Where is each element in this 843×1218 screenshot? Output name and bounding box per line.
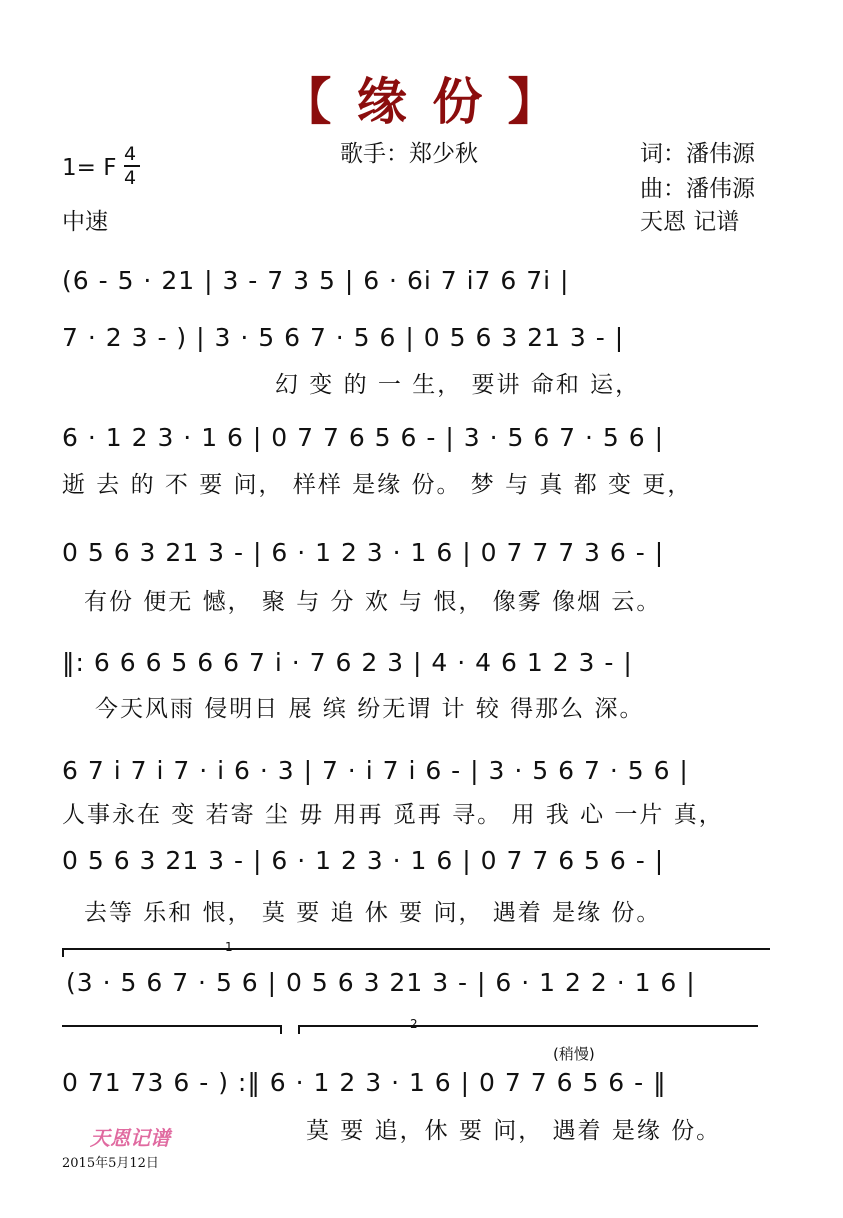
lyric-line: 有份 便无 憾， 聚 与 分 欢 与 恨， 像雾 像烟 云。	[84, 589, 662, 615]
volta-bracket-2	[298, 1025, 758, 1027]
composer-credit: 曲：潘伟源	[640, 176, 755, 202]
volta-bracket-1	[62, 948, 770, 950]
notation-line: (3 · 5 6 7 · 5 6 | 0 5 6 3 21 3 - | 6 · 1 2 2 · 1 6 |	[66, 968, 696, 997]
transcriber-stamp: 天恩记谱	[90, 1126, 170, 1150]
notation-line: 0 5 6 3 21 3 - | 6 · 1 2 3 · 1 6 | 0 7 7 6 5 6 - |	[62, 846, 665, 875]
volta-tick	[298, 1025, 300, 1034]
time-signature-bottom: 4	[124, 167, 137, 189]
transcriber-credit: 天恩 记谱	[640, 209, 740, 235]
key-signature: 1= F	[62, 155, 117, 181]
notation-line: 7 · 2 3 - ) | 3 · 5 6 7 · 5 6 | 0 5 6 3 21 3 - |	[62, 323, 625, 352]
notation-line: ‖: 6 6 6 5 6 6 7 i · 7 6 2 3 | 4 · 4 6 1 2 3 - |	[62, 648, 633, 677]
tempo-change-marking: (稍慢)	[553, 1045, 595, 1063]
volta-label-2: 2	[410, 1017, 418, 1031]
lyricist-credit: 词：潘伟源	[640, 141, 755, 167]
song-title: 【 缘 份 】	[281, 73, 562, 131]
time-signature	[124, 143, 146, 189]
volta-bracket-1-end	[62, 1025, 282, 1027]
singer-credit: 歌手：郑少秋	[340, 141, 478, 167]
notation-line: 6 7 i 7 i 7 · i 6 · 3 | 7 · i 7 i 6 - | 3 · 5 6 7 · 5 6 |	[62, 756, 689, 785]
lyric-line: 幻 变 的 一 生， 要讲 命和 运，	[275, 372, 641, 398]
notation-line: 0 71 73 6 - ) :‖ 6 · 1 2 3 · 1 6 | 0 7 7 6 5 6 - ‖	[62, 1068, 667, 1097]
date-label: 2015年5月12日	[62, 1156, 159, 1171]
tempo-marking: 中速	[62, 209, 108, 235]
lyric-line: 去等 乐和 恨， 莫 要 追 休 要 问， 遇着 是缘 份。	[84, 900, 662, 926]
notation-line: 0 5 6 3 21 3 - | 6 · 1 2 3 · 1 6 | 0 7 7 7 3 6 - |	[62, 538, 665, 567]
volta-tick	[280, 1025, 282, 1034]
volta-tick	[62, 948, 64, 957]
lyric-line: 人事永在 变 若寄 尘 毋 用再 觅再 寻。 用 我 心 一片 真，	[62, 802, 724, 828]
notation-line: (6 - 5 · 21 | 3 - 7 3 5 | 6 · 6i 7 i7 6 7i |	[62, 266, 570, 295]
time-signature-top: 4	[124, 143, 137, 165]
lyric-line: 莫 要 追，休 要 问， 遇着 是缘 份。	[306, 1118, 722, 1144]
volta-label-1: 1	[225, 940, 233, 954]
notation-line: 6 · 1 2 3 · 1 6 | 0 7 7 6 5 6 - | 3 · 5 6 7 · 5 6 |	[62, 423, 665, 452]
lyric-line: 逝 去 的 不 要 问， 样样 是缘 份。 梦 与 真 都 变 更，	[62, 472, 693, 498]
lyric-line: 今天风雨 侵明日 展 缤 纷无谓 计 较 得那么 深。	[95, 696, 645, 722]
